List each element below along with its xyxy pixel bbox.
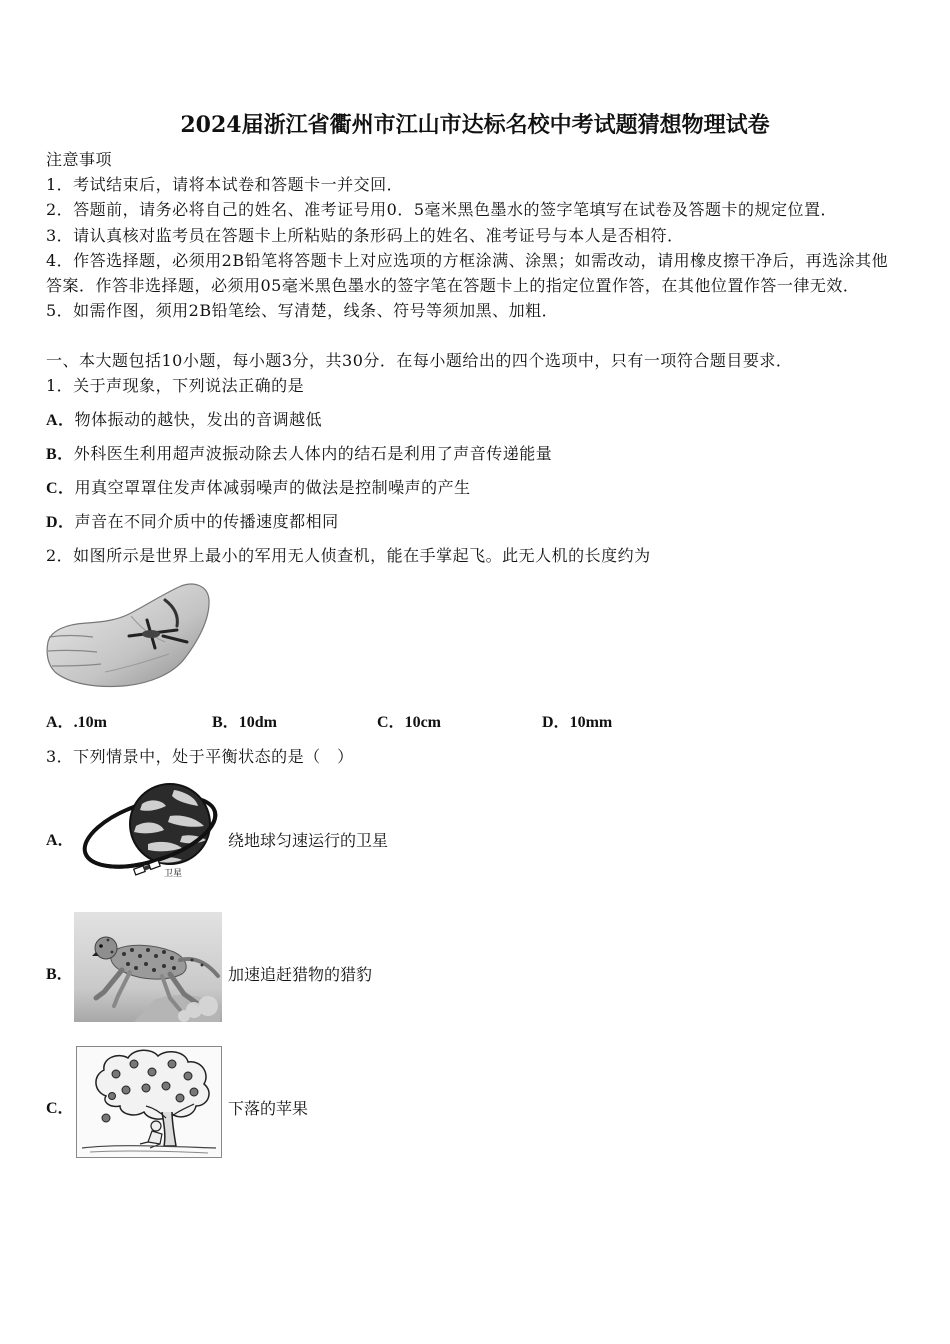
exam-title: 2024届浙江省衢州市江山市达标名校中考试题猜想物理试卷 — [180, 112, 770, 138]
q2-option-d-label: D． — [542, 714, 570, 731]
q1-option-d-label: D． — [46, 514, 75, 531]
q3-option-a-label: A． — [46, 832, 74, 849]
q2-option-a — [46, 713, 107, 733]
q1-option-d — [46, 512, 339, 533]
notice-line-1: 1．考试结束后，请将本试卷和答题卡一并交回． — [46, 175, 404, 194]
notice-heading: 注意事项 — [46, 150, 113, 169]
q1-option-a-text: 物体振动的越快，发出的音调越低 — [74, 410, 323, 429]
q2-stem: 2．如图所示是世界上最小的军用无人侦查机，能在手掌起飞。此无人机的长度约为 — [46, 546, 651, 565]
q1-option-a — [46, 410, 322, 431]
notice-line-3: 3．请认真核对监考员在答题卡上所粘贴的条形码上的姓名、准考证号与本人是否相符． — [46, 226, 684, 245]
apple-tree-image — [76, 1046, 222, 1158]
notice-line-2: 2．答题前，请务必将自己的姓名、准考证号用0．5毫米黑色墨水的签字笔填写在试卷及答题卡的规定位置． — [46, 200, 838, 219]
section-heading: 一、本大题包括10小题，每小题3分，共30分．在每小题给出的四个选项中，只有一项符合题目要求． — [46, 351, 793, 370]
q2-option-c — [377, 713, 441, 733]
cheetah-image — [74, 912, 222, 1022]
q2-option-d — [542, 713, 612, 733]
q1-option-b — [46, 444, 552, 465]
satellite-figure-label: 卫星 — [164, 869, 183, 879]
q3-option-a-text: 绕地球匀速运行的卫星 — [228, 831, 389, 850]
q2-option-b — [212, 713, 277, 733]
notice-line-4-cont: 答案．作答非选择题，必须用05毫米黑色墨水的签字笔在答题卡上的指定位置作答，在其他位置作答一律无效． — [46, 276, 860, 295]
q1-option-c-label: C． — [46, 480, 75, 497]
q1-stem: 1．关于声现象，下列说法正确的是 — [46, 376, 305, 395]
satellite-earth-image — [78, 780, 222, 885]
q1-option-a-label: A． — [46, 412, 75, 429]
q3-option-b-label: B． — [46, 966, 73, 983]
q2-option-b-text: 10dm — [238, 714, 277, 731]
q1-option-c — [46, 478, 471, 499]
q2-option-a-text: .10m — [73, 714, 107, 731]
q2-option-b-label: B． — [212, 714, 239, 731]
notice-line-5: 5．如需作图，须用2B铅笔绘、写清楚，线条、符号等须加黑、加粗． — [46, 301, 559, 320]
q1-option-c-text: 用真空罩罩住发声体减弱噪声的做法是控制噪声的产生 — [74, 478, 471, 497]
q3-option-b-text: 加速追赶猎物的猎豹 — [228, 965, 373, 984]
q2-option-c-label: C． — [377, 714, 405, 731]
q3-option-c-text: 下落的苹果 — [228, 1099, 309, 1118]
q1-option-b-label: B． — [46, 446, 74, 463]
q1-option-b-text: 外科医生利用超声波振动除去人体内的结石是利用了声音传递能量 — [73, 444, 553, 463]
q2-option-d-text: 10mm — [569, 714, 613, 731]
q2-option-c-text: 10cm — [404, 714, 441, 731]
notice-line-4: 4．作答选择题，必须用2B铅笔将答题卡上对应选项的方框涂满、涂黑；如需改动，请用橡皮擦干净后，再选涂其他 — [46, 251, 889, 270]
q3-stem: 3．下列情景中，处于平衡状态的是（ ） — [46, 747, 354, 766]
q2-option-a-label: A． — [46, 714, 74, 731]
q3-option-c-label: C． — [46, 1100, 74, 1117]
q1-option-d-text: 声音在不同介质中的传播速度都相同 — [74, 512, 339, 531]
hand-drone-image — [45, 580, 212, 690]
